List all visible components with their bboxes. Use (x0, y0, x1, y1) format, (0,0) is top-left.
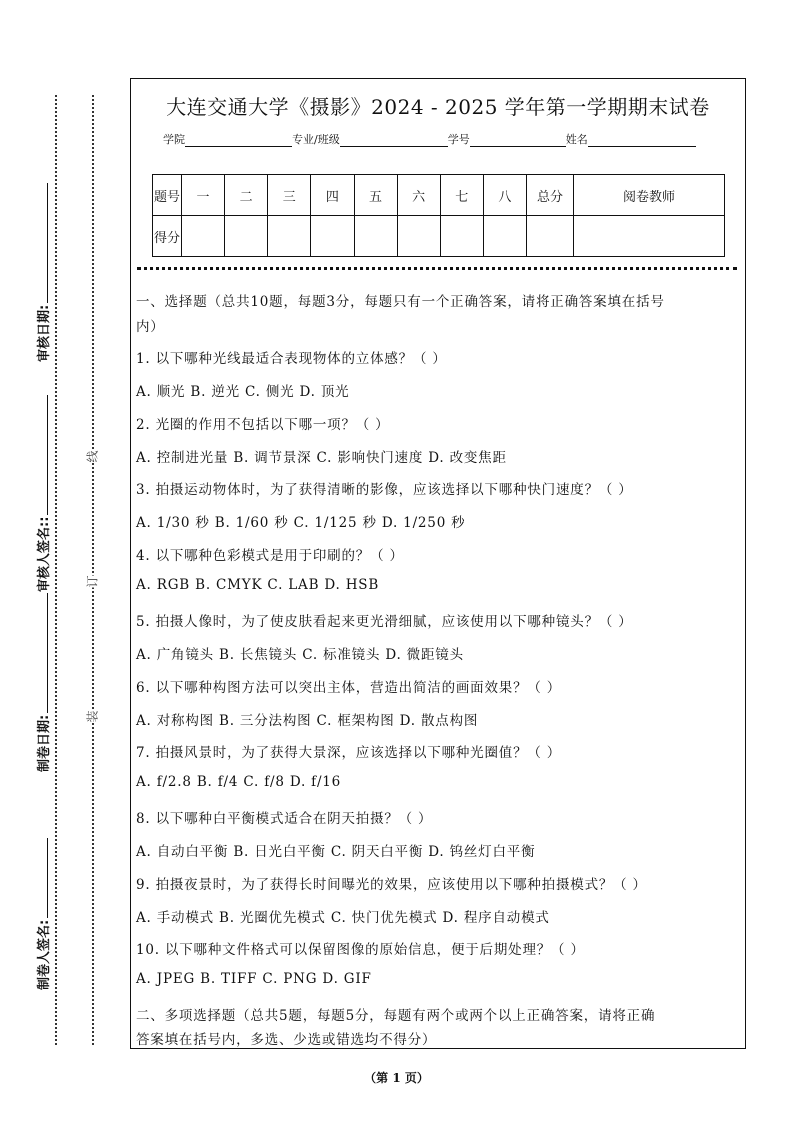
question-4: 4. 以下哪种色彩模式是用于印刷的？（ ） (136, 548, 404, 565)
question-10-options: A. JPEG B. TIFF C. PNG D. GIF (136, 971, 372, 988)
question-3-options: A. 1/30 秒 B. 1/60 秒 C. 1/125 秒 D. 1/250 秒 (136, 515, 466, 532)
col-header: 一 (182, 175, 225, 216)
college-input[interactable] (185, 134, 292, 147)
make-date-label: 制卷日期: (37, 714, 52, 772)
question-2: 2. 光圈的作用不包括以下哪一项？（ ） (136, 416, 390, 433)
review-date-label: 审核日期: (37, 304, 52, 362)
question-6: 6. 以下哪种构图方法可以突出主体，营造出简洁的画面效果？（ ） (136, 679, 562, 696)
col-header: 总分 (527, 175, 574, 216)
reviewer-sign-blank (47, 395, 48, 515)
score-cell[interactable] (574, 216, 725, 257)
score-cell[interactable] (268, 216, 311, 257)
question-5: 5. 拍摄人像时，为了使皮肤看起来更光滑细腻，应该使用以下哪种镜头？（ ） (136, 613, 633, 630)
student-id-label: 学号 (447, 133, 470, 146)
score-cell[interactable] (225, 216, 268, 257)
score-cell[interactable] (354, 216, 397, 257)
question-10: 10. 以下哪种文件格式可以保留图像的原始信息，便于后期处理？（ ） (136, 942, 585, 959)
review-date-blank (47, 183, 48, 303)
cut-mark-order: 订 (85, 575, 100, 588)
exam-frame (130, 78, 746, 1049)
cut-mark-bind: 装 (85, 710, 100, 723)
section2-title: 二、多项选择题（总共5题，每题5分，每题有两个或两个以上正确答案，请将正确 (136, 1008, 656, 1024)
score-table (152, 174, 725, 257)
reviewer-sign-label: 审核人签名:: (37, 516, 52, 592)
divider (137, 267, 737, 270)
score-cell[interactable] (527, 216, 574, 257)
major-label: 专业/班级 (292, 133, 340, 146)
make-date-field (33, 593, 52, 772)
reviewer-sign-field (33, 395, 52, 592)
question-7: 7. 拍摄风景时，为了获得大景深，应该选择以下哪种光圈值？（ ） (136, 745, 562, 762)
col-header: 七 (440, 175, 483, 216)
cut-mark-line: 线 (85, 450, 100, 463)
question-1: 1. 以下哪种光线最适合表现物体的立体感？（ ） (136, 351, 447, 367)
student-id-input[interactable] (470, 134, 566, 147)
col-header: 三 (268, 175, 311, 216)
question-1-options: A. 顺光 B. 逆光 C. 侧光 D. 顶光 (136, 384, 350, 400)
question-6-options: A. 对称构图 B. 三分法构图 C. 框架构图 D. 散点构图 (136, 712, 479, 729)
row-header: 题号 (153, 175, 182, 216)
college-label: 学院 (163, 133, 185, 146)
name-label: 姓名 (565, 133, 588, 146)
maker-sign-blank (47, 838, 48, 918)
row-header: 得分 (153, 216, 182, 257)
section1-title-cont: 内） (136, 319, 165, 335)
score-cell[interactable] (182, 216, 225, 257)
col-header: 八 (483, 175, 526, 216)
major-input[interactable] (340, 134, 448, 147)
question-7-options: A. f/2.8 B. f/4 C. f/8 D. f/16 (136, 774, 342, 791)
maker-sign-label: 制卷人签名: (37, 919, 52, 990)
score-cell[interactable] (311, 216, 354, 257)
section1-title: 一、选择题（总共10题，每题3分，每题只有一个正确答案，请将正确答案填在括号 (136, 294, 665, 310)
col-header: 阅卷教师 (574, 175, 725, 216)
question-8: 8. 以下哪种白平衡模式适合在阴天拍摄？（ ） (136, 810, 433, 827)
question-4-options: A. RGB B. CMYK C. LAB D. HSB (136, 577, 380, 594)
question-5-options: A. 广角镜头 B. 长焦镜头 C. 标准镜头 D. 微距镜头 (136, 646, 464, 663)
score-cell[interactable] (483, 216, 526, 257)
question-9-options: A. 手动模式 B. 光圈优先模式 C. 快门优先模式 D. 程序自动模式 (136, 909, 550, 926)
section2-title-cont: 答案填在括号内，多选、少选或错选均不得分） (136, 1032, 437, 1048)
make-date-blank (47, 593, 48, 713)
table-row (153, 216, 725, 257)
exam-title: 大连交通大学《摄影》2024 - 2025 学年第一学期期末试卷 (166, 95, 710, 119)
student-info (163, 131, 696, 147)
review-date-field (33, 183, 52, 362)
table-row (153, 175, 725, 216)
question-9: 9. 拍摄夜景时，为了获得长时间曝光的效果，应该使用以下哪种拍摄模式？（ ） (136, 876, 647, 893)
question-2-options: A. 控制进光量 B. 调节景深 C. 影响快门速度 D. 改变焦距 (136, 449, 507, 466)
maker-sign-field (33, 838, 52, 990)
page-number: （第 1 页） (364, 1071, 429, 1085)
col-header: 六 (397, 175, 440, 216)
binding-line-inner (92, 95, 94, 1045)
col-header: 四 (311, 175, 354, 216)
question-8-options: A. 自动白平衡 B. 日光白平衡 C. 阴天白平衡 D. 钨丝灯白平衡 (136, 843, 536, 860)
score-cell[interactable] (440, 216, 483, 257)
binding-line-outer (55, 95, 57, 1045)
col-header: 五 (354, 175, 397, 216)
col-header: 二 (225, 175, 268, 216)
score-cell[interactable] (397, 216, 440, 257)
name-input[interactable] (588, 134, 696, 147)
question-3: 3. 拍摄运动物体时，为了获得清晰的影像，应该选择以下哪种快门速度？（ ） (136, 482, 633, 499)
